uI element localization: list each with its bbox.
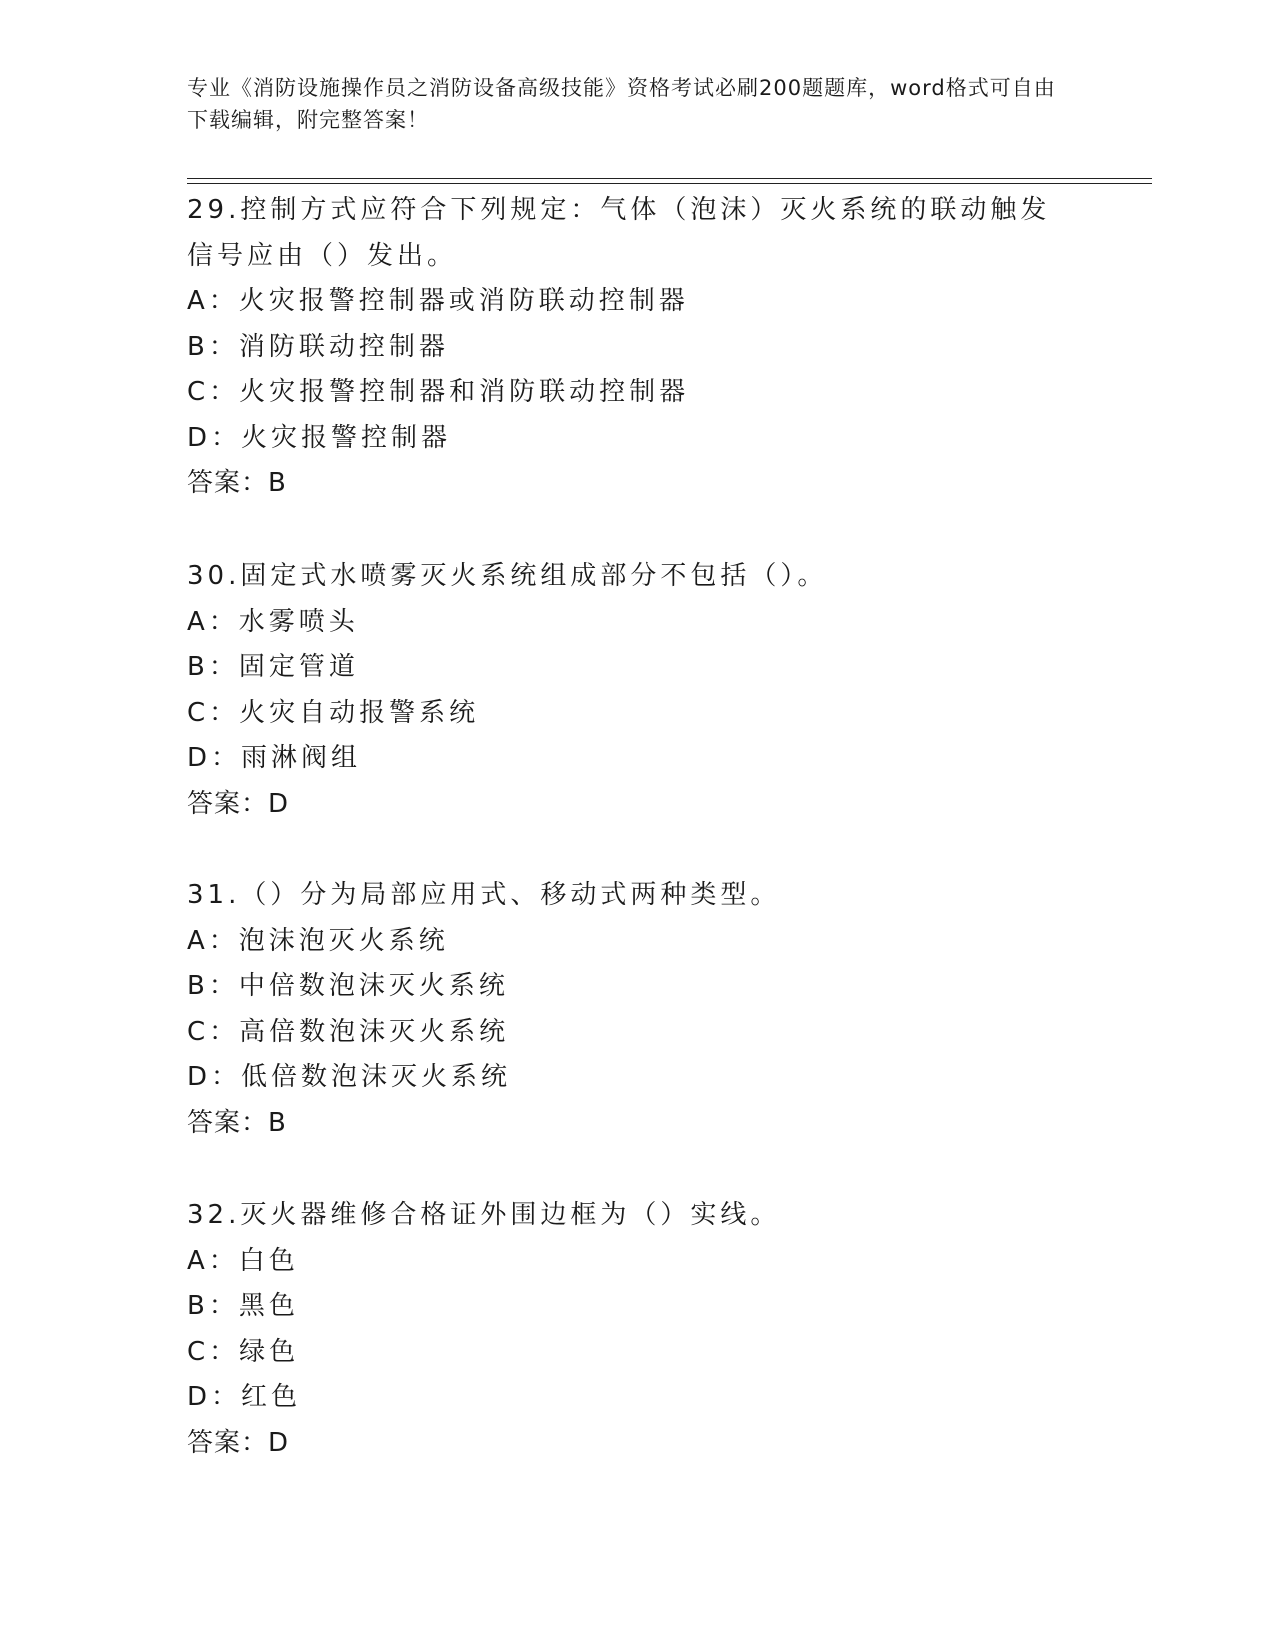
option-d: D：红色 — [187, 1382, 302, 1412]
question-stem: 29.控制方式应符合下列规定：气体（泡沫）灭火系统的联动触发信号应由（）发出。 — [187, 195, 1051, 271]
option-b: B：消防联动控制器 — [187, 331, 449, 362]
option-b: B：黑色 — [187, 1291, 299, 1321]
question-stem: 32.灭火器维修合格证外围边框为（）实线。 — [187, 1200, 781, 1230]
question-stem: 31.（）分为局部应用式、移动式两种类型。 — [187, 880, 781, 910]
header-divider-top — [187, 178, 1152, 179]
option-d: D：火灾报警控制器 — [187, 422, 452, 453]
answer: 答案：D — [187, 1427, 290, 1458]
option-d: D：雨淋阀组 — [187, 743, 362, 773]
option-a: A：水雾喷头 — [187, 606, 359, 637]
option-a: A：白色 — [187, 1245, 299, 1276]
option-c: C：高倍数泡沫灭火系统 — [187, 1016, 510, 1047]
option-b: B：中倍数泡沫灭火系统 — [187, 971, 509, 1001]
question-stem: 30.固定式水喷雾灭火系统组成部分不包括（）。 — [187, 561, 828, 591]
question-29 — [187, 188, 1087, 507]
option-c: C：绿色 — [187, 1336, 300, 1367]
option-c: C：火灾报警控制器和消防联动控制器 — [187, 377, 690, 407]
question-30 — [187, 554, 1087, 827]
option-b: B：固定管道 — [187, 652, 359, 682]
header-divider-bottom — [187, 183, 1152, 184]
option-a: A：泡沫泡灭火系统 — [187, 925, 449, 956]
answer: 答案：B — [187, 468, 287, 498]
answer: 答案：B — [187, 1107, 287, 1138]
answer: 答案：D — [187, 788, 290, 819]
option-a: A：火灾报警控制器或消防联动控制器 — [187, 286, 689, 316]
question-32 — [187, 1193, 1087, 1466]
question-31 — [187, 873, 1087, 1146]
option-c: C：火灾自动报警系统 — [187, 697, 480, 728]
option-d: D：低倍数泡沫灭火系统 — [187, 1062, 512, 1092]
document-header: 专业《消防设施操作员之消防设备高级技能》资格考试必刷200题题库，word格式可自由下载编辑，附完整答案！ — [187, 76, 1056, 132]
